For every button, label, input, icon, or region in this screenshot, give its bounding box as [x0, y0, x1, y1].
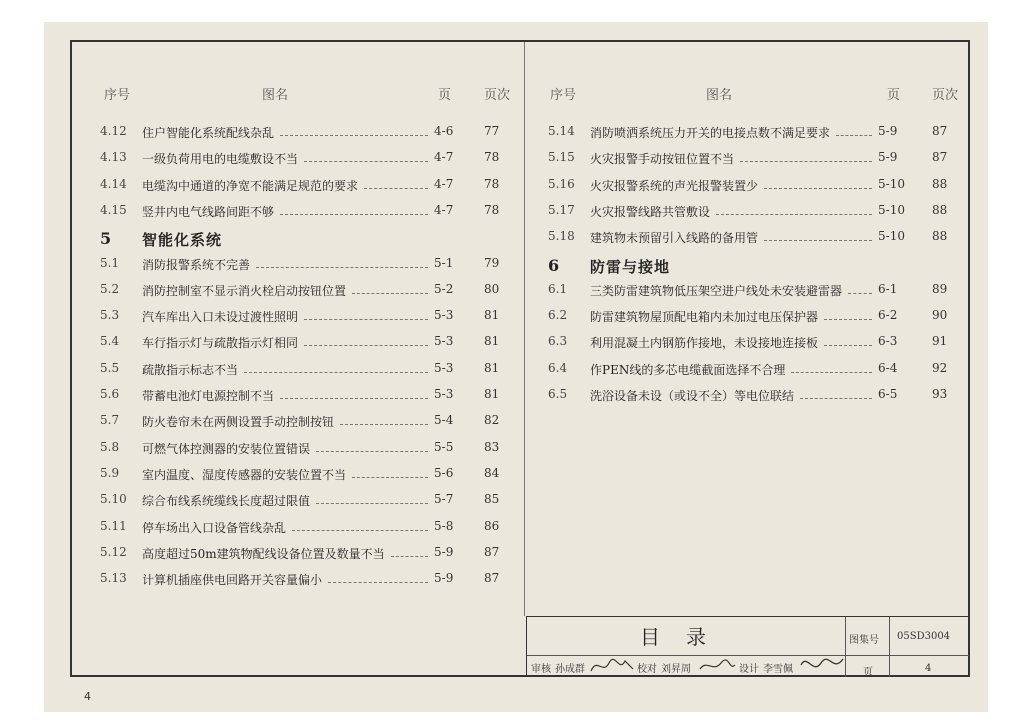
- toc-entry: [100, 413, 510, 435]
- entry-pageno: 87: [484, 544, 500, 559]
- toc-entry: [548, 203, 960, 225]
- checker-name: 刘昇周: [661, 664, 691, 675]
- entry-number: 4.15: [100, 202, 127, 217]
- entry-page: 5-10: [878, 229, 905, 244]
- leader-dashes: [740, 161, 872, 162]
- entry-page: 6-4: [878, 360, 898, 375]
- entry-title: 火灾报警线路共管敷设: [590, 204, 711, 219]
- reviewer-name: 孙成群: [555, 664, 585, 675]
- toc-entry: [548, 361, 960, 383]
- column-divider: [524, 42, 525, 616]
- entry-page: 5-2: [434, 281, 454, 296]
- atlas-label: 图集号: [849, 635, 879, 646]
- entry-number: 5.1: [100, 255, 120, 270]
- header-seq-left: 序号: [104, 88, 131, 103]
- entry-number: 5.10: [100, 492, 127, 507]
- entry-title: 竖井内电气线路间距不够: [142, 204, 275, 219]
- entry-number: 5.15: [548, 150, 575, 165]
- entry-pageno: 88: [932, 176, 948, 191]
- entry-page: 5-3: [434, 387, 454, 401]
- header-page-left: 页: [438, 88, 452, 103]
- entry-title: 洗浴设备未设（或设不全）等电位联结: [590, 389, 795, 403]
- entry-pageno: 81: [484, 308, 500, 323]
- entry-number: 5.11: [100, 518, 127, 533]
- entry-number: 5.8: [100, 439, 120, 454]
- leader-dashes: [244, 372, 428, 373]
- toc-entry: [100, 256, 510, 278]
- header-page-right: 页: [887, 88, 901, 103]
- entry-page: 6-1: [878, 281, 898, 296]
- entry-number: 5.17: [548, 202, 575, 217]
- entry-page: 6-5: [878, 387, 898, 401]
- header-name-right: 图名: [706, 88, 733, 103]
- entry-title: 计算机插座供电回路开关容量偏小: [142, 573, 323, 588]
- review-label: 审核: [531, 664, 551, 675]
- entry-title: 利用混凝土内钢筋作接地，未设接地连接板: [590, 336, 819, 351]
- entry-page: 5-6: [434, 465, 454, 480]
- entry-title: 火灾报警手动按钮位置不当: [590, 152, 735, 167]
- toc-entry: [548, 124, 960, 146]
- entry-page: 5-8: [434, 518, 454, 533]
- leader-dashes: [256, 267, 428, 268]
- entry-page: 5-3: [434, 308, 454, 323]
- entry-title: 汽车库出入口未设过渡性照明: [142, 310, 299, 325]
- leader-dashes: [391, 556, 428, 557]
- entry-title: 疏散指示标志不当: [142, 362, 239, 377]
- entry-title: 作PEN线的多芯电缆截面选择不合理: [590, 362, 786, 377]
- entry-page: 4-6: [434, 124, 454, 138]
- entry-pageno: 81: [484, 387, 500, 401]
- leader-dashes: [304, 161, 428, 162]
- leader-dashes: [824, 319, 872, 320]
- entry-number: 5.14: [548, 124, 575, 138]
- design-label: 设计: [739, 664, 759, 675]
- toc-entry: [100, 282, 510, 304]
- title-block-divider: [845, 617, 846, 677]
- leader-dashes: [316, 503, 428, 504]
- entry-pageno: 77: [484, 124, 500, 138]
- toc-entry: [100, 466, 510, 488]
- toc-entry: [100, 177, 510, 199]
- entry-number: 5.3: [100, 308, 120, 323]
- toc-entry: [100, 308, 510, 330]
- entry-pageno: 92: [932, 360, 948, 375]
- toc-entry: [548, 282, 960, 304]
- entry-pageno: 82: [484, 413, 500, 428]
- leader-dashes: [848, 293, 872, 294]
- entry-page: 4-7: [434, 202, 454, 217]
- entry-pageno: 78: [484, 202, 500, 217]
- entry-title: 建筑物未预留引入线路的备用管: [590, 231, 759, 246]
- toc-entry: [548, 387, 960, 409]
- leader-dashes: [304, 345, 428, 346]
- leader-dashes: [352, 477, 428, 478]
- entry-pageno: 93: [932, 387, 948, 401]
- toc-entry: [100, 387, 510, 409]
- entry-pageno: 78: [484, 176, 500, 191]
- page-number-cell: 4: [925, 663, 932, 674]
- entry-title: 防火卷帘未在两侧设置手动控制按钮: [142, 415, 335, 430]
- entry-number: 6.4: [548, 360, 568, 375]
- leader-dashes: [716, 214, 872, 215]
- entry-page: 5-10: [878, 176, 905, 191]
- entry-pageno: 79: [484, 255, 500, 270]
- entry-page: 5-10: [878, 202, 905, 217]
- toc-entry: [100, 519, 510, 541]
- entry-pageno: 89: [932, 281, 948, 296]
- entry-page: 6-3: [878, 334, 898, 349]
- header-seq-right: 序号: [550, 88, 577, 103]
- entry-pageno: 88: [932, 202, 948, 217]
- leader-dashes: [328, 582, 428, 583]
- entry-number: 6.1: [548, 281, 568, 296]
- entry-pageno: 85: [484, 492, 500, 507]
- toc-entry: [100, 545, 510, 567]
- entry-number: 5.16: [548, 176, 575, 191]
- entry-pageno: 81: [484, 334, 500, 349]
- leader-dashes: [340, 424, 428, 425]
- section-heading: [100, 229, 510, 251]
- document-title: 目录: [640, 625, 732, 649]
- entry-pageno: 87: [932, 150, 948, 165]
- toc-entry: [548, 177, 960, 199]
- entry-number: 4.13: [100, 150, 127, 165]
- entry-page: 5-5: [434, 439, 454, 454]
- entry-number: 6.5: [548, 387, 568, 401]
- toc-entry: [100, 440, 510, 462]
- entry-number: 6: [548, 255, 560, 275]
- entry-title: 消防报警系统不完善: [142, 257, 251, 272]
- toc-entry: [548, 308, 960, 330]
- entry-number: 6.2: [548, 308, 568, 323]
- entry-pageno: 78: [484, 150, 500, 165]
- toc-entry: [100, 124, 510, 146]
- leader-dashes: [764, 188, 872, 189]
- leader-dashes: [791, 372, 872, 373]
- entry-pageno: 88: [932, 229, 948, 244]
- toc-entry: [100, 203, 510, 225]
- entry-page: 4-7: [434, 150, 454, 165]
- designer-name: 李雪佩: [763, 664, 793, 675]
- entry-pageno: 91: [932, 334, 948, 349]
- toc-entry: [548, 229, 960, 251]
- entry-pageno: 84: [484, 465, 500, 480]
- page-label: 页: [863, 667, 873, 678]
- entry-number: 5.9: [100, 465, 120, 480]
- leader-dashes: [280, 135, 428, 136]
- entry-pageno: 81: [484, 360, 500, 375]
- entry-title: 车行指示灯与疏散指示灯相同: [142, 336, 299, 351]
- entry-page: 5-9: [434, 544, 454, 559]
- entry-number: 5.2: [100, 281, 120, 296]
- entry-number: 5.6: [100, 387, 120, 401]
- leader-dashes: [280, 398, 428, 399]
- entry-number: 5.4: [100, 334, 120, 349]
- section-heading: [548, 256, 960, 278]
- entry-number: 4.12: [100, 124, 127, 138]
- toc-entry: [100, 150, 510, 172]
- entry-number: 5.7: [100, 413, 120, 428]
- leader-dashes: [352, 293, 428, 294]
- entry-page: 5-9: [878, 124, 898, 138]
- entry-pageno: 87: [932, 124, 948, 138]
- entry-page: 5-4: [434, 413, 454, 428]
- checker-signature: [697, 655, 737, 677]
- entry-pageno: 87: [484, 571, 500, 586]
- leader-dashes: [304, 319, 428, 320]
- title-block: [526, 616, 969, 677]
- entry-number: 5: [100, 229, 112, 249]
- entry-number: 5.18: [548, 229, 575, 244]
- entry-title: 室内温度、湿度传感器的安装位置不当: [142, 467, 347, 482]
- entry-title: 停车场出入口设备管线杂乱: [142, 520, 287, 535]
- entry-title: 综合布线系统缆线长度超过限值: [142, 494, 311, 509]
- leader-dashes: [364, 188, 428, 189]
- leader-dashes: [316, 451, 428, 452]
- entry-page: 4-7: [434, 176, 454, 191]
- toc-entry: [100, 361, 510, 383]
- leader-dashes: [824, 345, 872, 346]
- leader-dashes: [764, 240, 872, 241]
- entry-title: 消防喷洒系统压力开关的电接点数不满足要求: [590, 126, 831, 140]
- entry-number: 4.14: [100, 176, 127, 191]
- title-block-divider: [889, 617, 890, 677]
- entry-number: 5.12: [100, 544, 127, 559]
- entry-page: 5-7: [434, 492, 454, 507]
- entry-number: 6.3: [548, 334, 568, 349]
- toc-entry: [548, 334, 960, 356]
- entry-pageno: 83: [484, 439, 500, 454]
- entry-pageno: 90: [932, 308, 948, 323]
- leader-dashes: [800, 398, 872, 399]
- page-number: 4: [84, 690, 91, 703]
- toc-entry: [100, 492, 510, 514]
- header-name-left: 图名: [262, 88, 289, 103]
- reviewer-signature: [589, 655, 635, 677]
- entry-pageno: 80: [484, 281, 500, 296]
- check-label: 校对: [637, 664, 657, 675]
- entry-title: 带蓄电池灯电源控制不当: [142, 389, 275, 403]
- entry-page: 5-3: [434, 360, 454, 375]
- header-pageno-left: 页次: [484, 88, 511, 103]
- toc-entry: [548, 150, 960, 172]
- entry-page: 5-1: [434, 255, 454, 270]
- entry-title: 三类防雷建筑物低压架空进户线处未安装避雷器: [590, 283, 843, 298]
- leader-dashes: [836, 135, 872, 136]
- atlas-number: 05SD3004: [897, 631, 951, 642]
- entry-pageno: 86: [484, 518, 500, 533]
- entry-title: 高度超过50m建筑物配线设备位置及数量不当: [142, 546, 385, 561]
- entry-title: 防雷与接地: [590, 257, 671, 276]
- leader-dashes: [280, 214, 428, 215]
- leader-dashes: [292, 530, 428, 531]
- entry-title: 消防控制室不显示消火栓启动按钮位置: [142, 283, 347, 298]
- header-pageno-right: 页次: [932, 88, 959, 103]
- toc-entry: [100, 334, 510, 356]
- entry-page: 6-2: [878, 308, 898, 323]
- entry-title: 智能化系统: [142, 231, 223, 250]
- entry-number: 5.13: [100, 571, 127, 586]
- entry-page: 5-9: [434, 571, 454, 586]
- entry-title: 一级负荷用电的电缆敷设不当: [142, 152, 299, 167]
- entry-title: 住户智能化系统配线杂乱: [142, 126, 275, 140]
- entry-title: 防雷建筑物屋顶配电箱内未加过电压保护器: [590, 310, 819, 325]
- entry-number: 5.5: [100, 360, 120, 375]
- toc-entry: [100, 571, 510, 593]
- entry-title: 火灾报警系统的声光报警装置少: [590, 178, 759, 193]
- entry-title: 可燃气体控测器的安装位置错误: [142, 441, 311, 456]
- entry-page: 5-3: [434, 334, 454, 349]
- entry-title: 电缆沟中通道的净宽不能满足规范的要求: [142, 178, 359, 193]
- entry-page: 5-9: [878, 150, 898, 165]
- designer-signature: [799, 653, 845, 677]
